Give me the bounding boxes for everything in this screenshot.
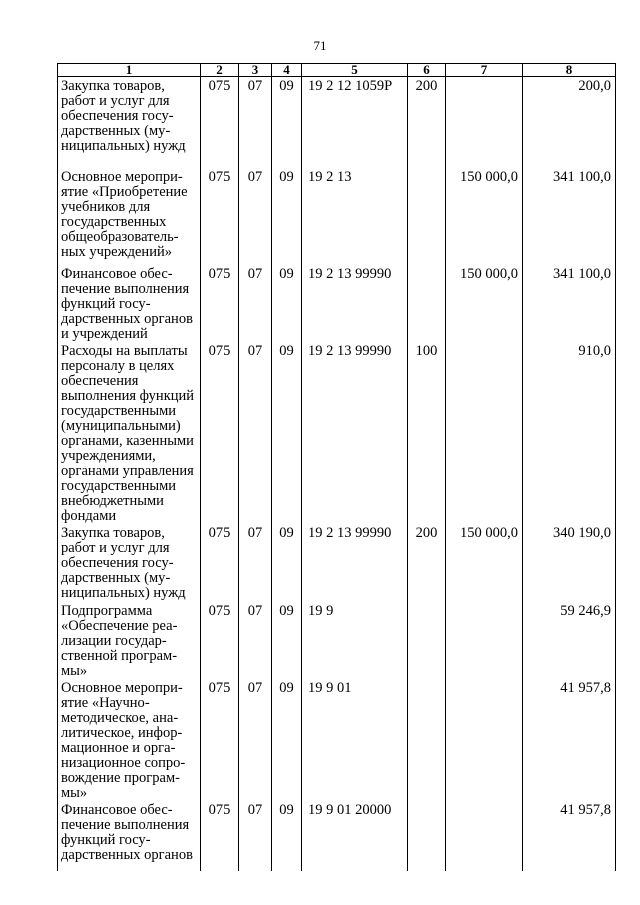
target-article-code: 19 2 13: [302, 168, 408, 265]
table-row: [58, 679, 616, 801]
header-cell: 5: [302, 64, 408, 77]
expense-type-code: 200: [408, 77, 446, 168]
section-code: 07: [239, 168, 272, 265]
target-article-code: 19 2 13 99990: [302, 524, 408, 602]
ministry-code: 075: [201, 801, 239, 871]
table-row: [58, 342, 616, 524]
target-article-code: 19 9: [302, 602, 408, 679]
subsection-code: 09: [272, 265, 302, 342]
expense-type-code: [408, 602, 446, 679]
expense-name: Закупка товаров, работ и услуг для обеспечения государственных (муниципальных) нужд: [58, 524, 201, 602]
subsection-code: 09: [272, 342, 302, 524]
amount-col7: [446, 602, 523, 679]
amount-col8: 340 190,0: [523, 524, 616, 602]
budget-table: [57, 63, 616, 871]
ministry-code: 075: [201, 77, 239, 168]
expense-name: Расходы на выплаты персоналу в целях обеспечения выполнения функций государственными (муниципальными) органами, казенными учреждениями, органами управления государственными внебюджетными фондами: [58, 342, 201, 524]
subsection-code: 09: [272, 801, 302, 871]
amount-col8: 341 100,0: [523, 168, 616, 265]
amount-col7: [446, 679, 523, 801]
expense-name: Подпрограмма «Обеспечение реализации государственной программы»: [58, 602, 201, 679]
section-code: 07: [239, 801, 272, 871]
ministry-code: 075: [201, 342, 239, 524]
amount-col8: 910,0: [523, 342, 616, 524]
ministry-code: 075: [201, 679, 239, 801]
ministry-code: 075: [201, 524, 239, 602]
amount-col7: [446, 342, 523, 524]
expense-type-code: [408, 679, 446, 801]
expense-type-code: 100: [408, 342, 446, 524]
table-row: [58, 168, 616, 265]
expense-name: Финансовое обеспечение выполнения функций государственных органов и учреждений: [58, 265, 201, 342]
ministry-code: 075: [201, 168, 239, 265]
header-cell: 8: [523, 64, 616, 77]
header-cell: 2: [201, 64, 239, 77]
table-row: [58, 602, 616, 679]
table-row: [58, 801, 616, 871]
amount-col8: 59 246,9: [523, 602, 616, 679]
header-cell: 6: [408, 64, 446, 77]
header-cell: 1: [58, 64, 201, 77]
table-row: [58, 77, 616, 168]
section-code: 07: [239, 679, 272, 801]
expense-name: Основное мероприятие «Приобретение учебников для государственных общеобразовательных учреждений»: [58, 168, 201, 265]
ministry-code: 075: [201, 265, 239, 342]
expense-type-code: 200: [408, 524, 446, 602]
expense-type-code: [408, 801, 446, 871]
target-article-code: 19 2 13 99990: [302, 342, 408, 524]
table-row: [58, 265, 616, 342]
header-cell: 7: [446, 64, 523, 77]
subsection-code: 09: [272, 168, 302, 265]
amount-col7: 150 000,0: [446, 524, 523, 602]
amount-col8: 341 100,0: [523, 265, 616, 342]
amount-col7: [446, 801, 523, 871]
amount-col7: [446, 77, 523, 168]
expense-name: Основное мероприятие «Научнометодическое, аналитическое, информационное и организационное сопровождение программы»: [58, 679, 201, 801]
subsection-code: 09: [272, 524, 302, 602]
header-row: [58, 64, 616, 77]
section-code: 07: [239, 602, 272, 679]
amount-col8: 41 957,8: [523, 801, 616, 871]
subsection-code: 09: [272, 77, 302, 168]
target-article-code: 19 9 01: [302, 679, 408, 801]
target-article-code: 19 9 01 20000: [302, 801, 408, 871]
amount-col7: 150 000,0: [446, 265, 523, 342]
section-code: 07: [239, 265, 272, 342]
amount-col7: 150 000,0: [446, 168, 523, 265]
section-code: 07: [239, 342, 272, 524]
section-code: 07: [239, 77, 272, 168]
expense-name: Финансовое обеспечение выполнения функций государственных органов: [58, 801, 201, 871]
amount-col8: 200,0: [523, 77, 616, 168]
page-number: 71: [313, 38, 327, 53]
target-article-code: 19 2 12 1059Р: [302, 77, 408, 168]
expense-type-code: [408, 168, 446, 265]
section-code: 07: [239, 524, 272, 602]
ministry-code: 075: [201, 602, 239, 679]
subsection-code: 09: [272, 679, 302, 801]
header-cell: 3: [239, 64, 272, 77]
subsection-code: 09: [272, 602, 302, 679]
target-article-code: 19 2 13 99990: [302, 265, 408, 342]
amount-col8: 41 957,8: [523, 679, 616, 801]
expense-type-code: [408, 265, 446, 342]
table-row: [58, 524, 616, 602]
header-cell: 4: [272, 64, 302, 77]
expense-name: Закупка товаров, работ и услуг для обеспечения государственных (муниципальных) нужд: [58, 77, 201, 168]
